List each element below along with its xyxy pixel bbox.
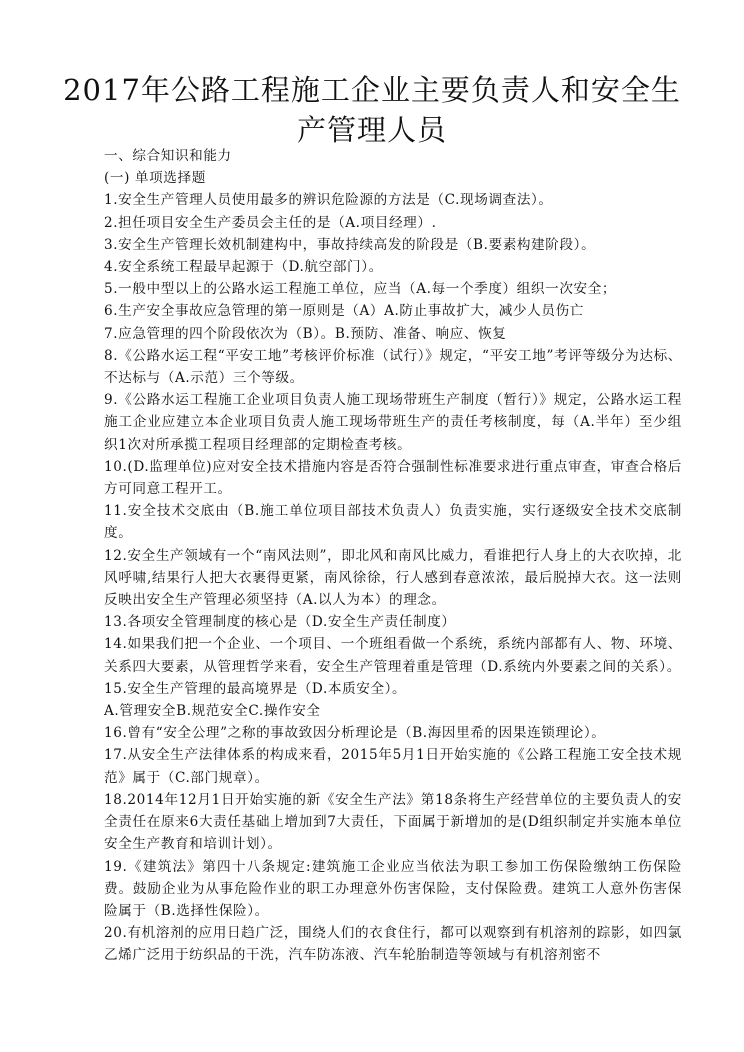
document-title bbox=[60, 70, 684, 150]
question-10: 10.(D.监理单位)应对安全技术措施内容是否符合强制性标准要求进行重点审查，审查合格后方可同意工程开工。 bbox=[104, 458, 682, 498]
question-14: 14.如果我们把一个企业、一个项目、一个班组看做一个系统，系统内部都有人、物、环境、关系四大要素，从管理哲学来看，安全生产管理着重是管理（D.系统内外要素之间的关系）。 bbox=[104, 636, 682, 675]
question-4: 4.安全系统工程最早起源于（D.航空部门）。 bbox=[104, 259, 383, 276]
section-heading: 一、综合知识和能力 bbox=[104, 148, 232, 164]
question-8: 8.《公路水运工程“平安工地”考核评价标准（试行）》规定，“平安工地”考评等级分为达标、不达标与（A.示范）三个等级。 bbox=[104, 347, 682, 387]
question-17: 17.从安全生产法律体系的构成来看，2015年5月1日开始实施的《公路工程施工安全技术规范》属于（C.部门规章）。 bbox=[104, 747, 682, 786]
question-20: 20.有机溶剂的应用日趋广泛，围绕人们的衣食住行，都可以观察到有机溶剂的踪影，如四氯乙烯广泛用于纺织品的干洗，汽车防冻液、汽车轮胎制造等领域与有机溶剂密不 bbox=[104, 925, 682, 964]
question-19: 19.《建筑法》第四十八条规定:建筑施工企业应当依法为职工参加工伤保险缴纳工伤保险费。鼓励企业为从事危险作业的职工办理意外伤害保险，支付保险费。建筑工人意外伤害保险属于（B.选择性保险）。 bbox=[104, 858, 682, 919]
question-16: 16.曾有“安全公理”之称的事故致因分析理论是（B.海因里希的因果连锁理论）。 bbox=[104, 725, 606, 742]
question-13: 13.各项安全管理制度的核心是（D.安全生产责任制度） bbox=[104, 614, 456, 631]
question-15-options: A.管理安全B.规范安全C.操作安全 bbox=[104, 703, 321, 720]
question-18: 18.2014年12月1日开始实施的新《安全生产法》第18条将生产经营单位的主要负责人的安全责任在原来6大责任基础上增加到7大责任，下面属于新增加的是(D组织制定并实施本单位安全生产教育和培训计划）。 bbox=[104, 791, 682, 853]
document-body bbox=[104, 145, 682, 967]
title-line-2: 产管理人员 bbox=[296, 113, 447, 147]
question-15: 15.安全生产管理的最高境界是（D.本质安全）。 bbox=[104, 680, 407, 697]
question-5: 5.一般中型以上的公路水运工程施工单位，应当（A.每一个季度）组织一次安全； bbox=[104, 281, 617, 298]
question-1: 1.安全生产管理人员使用最多的辨识危险源的方法是（C.现场调查法）。 bbox=[104, 192, 553, 209]
question-11: 11.安全技术交底由（B.施工单位项目部技术负责人）负责实施，实行逐级安全技术交底制度。 bbox=[104, 503, 682, 542]
question-9: 9.《公路水运工程施工企业项目负责人施工现场带班生产制度（暂行）》规定，公路水运工程施工企业应建立本企业项目负责人施工现场带班生产的责任考核制度，每（A.半年）至少组织1次对所承揽工程项目经理部的定期检查考核。 bbox=[104, 392, 682, 453]
question-3: 3.安全生产管理长效机制建构中，事故持续高发的阶段是（B.要素构建阶段）。 bbox=[104, 236, 596, 253]
question-6: 6.生产安全事故应急管理的第一原则是（A）A.防止事故扩大，减少人员伤亡 bbox=[104, 303, 584, 320]
question-2: 2.担任项目安全生产委员会主任的是（A.项目经理）. bbox=[104, 214, 437, 231]
question-12: 12.安全生产领域有一个“南风法则”，即北风和南风比威力，看谁把行人身上的大衣吹掉，北风呼啸,结果行人把大衣裹得更紧，南风徐徐，行人感到春意浓浓，最后脱掉大衣。这一法则反映出安全生产管理必须坚持（A.以人为本）的理念。 bbox=[104, 547, 682, 609]
subsection-heading: (一) 单项选择题 bbox=[104, 170, 206, 187]
title-line-1: 2017年公路工程施工企业主要负责人和安全生 bbox=[63, 73, 681, 107]
question-7: 7.应急管理的四个阶段依次为（B）。B.预防、准备、响应、恢复 bbox=[104, 325, 507, 342]
